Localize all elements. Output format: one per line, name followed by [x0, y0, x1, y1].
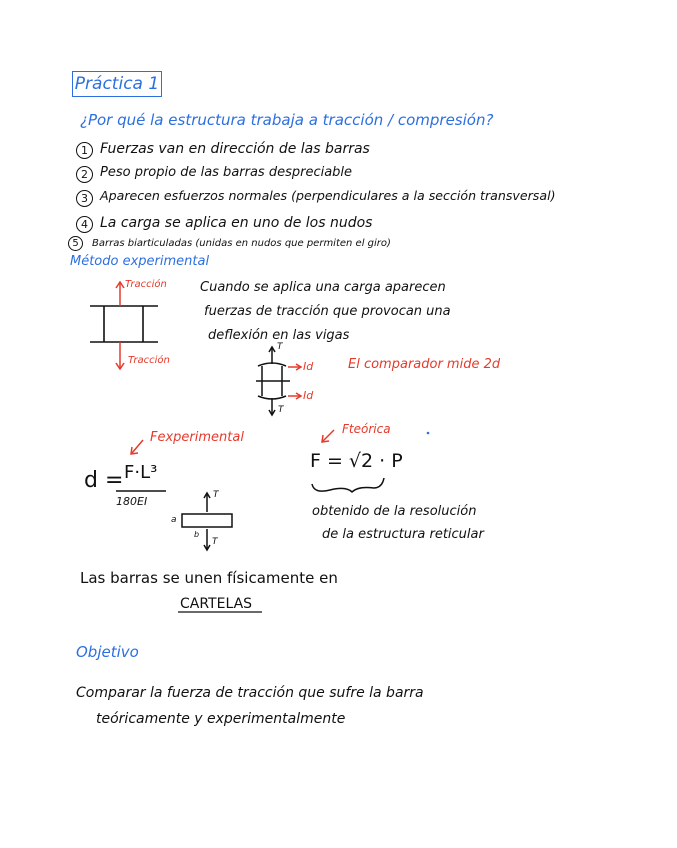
- beam-label-a: a: [171, 515, 177, 525]
- beam-t-top: T: [213, 490, 219, 500]
- reason-text: Barras biarticuladas (unidas en nudos que permiten el giro): [92, 238, 391, 249]
- f-teorica-label: Fteórica: [342, 422, 391, 436]
- objective-heading: Objetivo: [76, 643, 139, 661]
- reason-number: 3: [76, 190, 93, 207]
- deflection-t-bottom: T: [278, 405, 284, 415]
- traccion-bottom-label: Tracción: [128, 355, 170, 366]
- explanation-line: Cuando se aplica una carga aparecen: [200, 280, 446, 295]
- reason-text: La carga se aplica en uno de los nudos: [100, 215, 373, 231]
- reason-number: 5: [68, 236, 83, 251]
- explanation-line: fuerzas de tracción que provocan una: [204, 304, 451, 319]
- union-text: Las barras se unen físicamente en: [80, 569, 338, 587]
- traccion-top-label: Tracción: [125, 279, 167, 290]
- objective-line: Comparar la fuerza de tracción que sufre la barra: [76, 685, 424, 701]
- method-heading: Método experimental: [70, 254, 210, 269]
- beam-label-b: b: [194, 530, 200, 539]
- deflection-t-top: T: [277, 342, 283, 352]
- deflection-diagram: [256, 347, 290, 415]
- id-label-bottom: Id: [303, 389, 314, 402]
- reason-number: 1: [76, 142, 93, 159]
- beam-t-bottom: T: [212, 537, 218, 547]
- f-experimental-label: Fexperimental: [150, 430, 244, 445]
- stray-dot: [427, 432, 430, 435]
- objective-line: teóricamente y experimentalmente: [96, 711, 346, 727]
- beam-diagram: [182, 490, 232, 550]
- tension-arrows: [116, 282, 124, 369]
- formula-d-lhs: d =: [84, 468, 124, 493]
- formula-d-denominator: 180EI: [116, 495, 148, 508]
- cartelas-text: CARTELAS: [180, 596, 253, 612]
- comparador-note: El comparador mide 2d: [348, 357, 501, 372]
- page-title: Práctica 1: [72, 71, 162, 97]
- formula-brace: [312, 478, 384, 492]
- formula-f: F = √2 · P: [310, 450, 403, 472]
- reason-number: 4: [76, 216, 93, 233]
- frame-diagram: [90, 306, 158, 342]
- id-label-top: Id: [303, 360, 314, 373]
- reason-text: Fuerzas van en dirección de las barras: [100, 141, 370, 157]
- formula-d-numerator: F·L³: [124, 462, 158, 483]
- explanation-line: deflexión en las vigas: [208, 328, 350, 343]
- reason-text: Peso propio de las barras despreciable: [100, 165, 353, 180]
- reason-number: 2: [76, 166, 93, 183]
- question-heading: ¿Por qué la estructura trabaja a tracción / compresión?: [80, 111, 494, 129]
- obtained-line: obtenido de la resolución: [312, 504, 477, 519]
- obtained-line: de la estructura reticular: [322, 527, 484, 542]
- reason-text: Aparecen esfuerzos normales (perpendiculares a la sección transversal): [100, 188, 556, 203]
